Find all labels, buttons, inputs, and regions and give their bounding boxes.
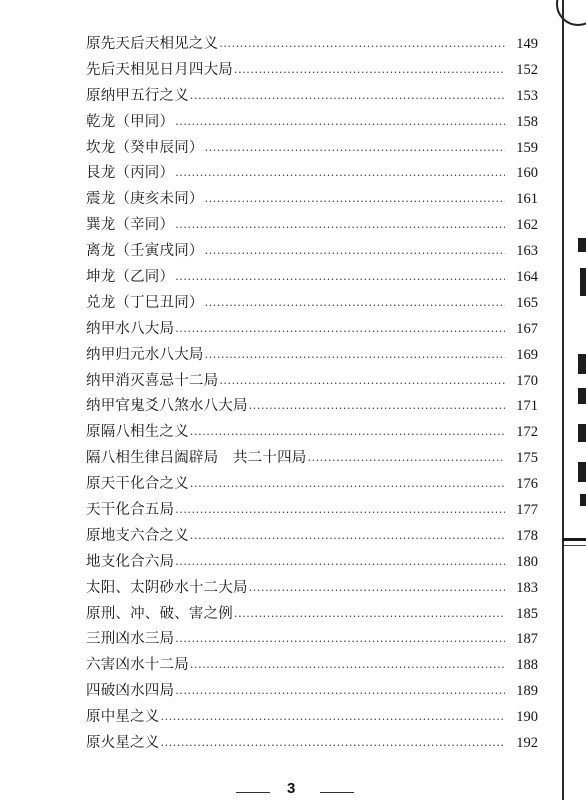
dot-leader: [175, 265, 505, 291]
dot-leader: [175, 627, 505, 653]
dot-leader: [175, 161, 505, 187]
toc-entry-title: 太阳、太阴砂水十二大局: [86, 579, 248, 596]
toc-entry-title: 六害凶水十二局: [86, 657, 189, 674]
toc-entry-title: 原隔八相生之义: [86, 424, 189, 441]
toc-entry-title: 兑龙（丁巳丑同）: [86, 294, 204, 311]
toc-entry[interactable]: [86, 705, 538, 731]
dot-leader: [308, 446, 506, 472]
toc-entry-title: 坤龙（乙同）: [86, 269, 175, 286]
toc-entry-page: 172: [516, 424, 538, 441]
dot-leader: [161, 705, 506, 731]
toc-entry-title: 原纳甲五行之义: [86, 87, 189, 104]
toc-entry-page: 175: [516, 450, 538, 467]
toc-entry-page: 189: [516, 683, 538, 700]
toc-entry[interactable]: [86, 524, 538, 550]
dot-leader: [175, 550, 505, 576]
toc-entry-page: 165: [516, 294, 538, 311]
toc-entry-page: 177: [516, 502, 538, 519]
toc-entry-page: 161: [516, 191, 538, 208]
toc-entry[interactable]: [86, 602, 538, 628]
dot-leader: [190, 653, 505, 679]
page-edge-rule: [562, 0, 564, 800]
toc-entry-page: 160: [516, 165, 538, 182]
facing-page-glyph-fragment: [578, 388, 586, 404]
dot-leader: [175, 213, 505, 239]
toc-entry-title: 原火星之义: [86, 735, 160, 752]
dot-leader: [249, 394, 505, 420]
corner-arc-decoration: [556, 0, 586, 26]
page-footer: [0, 780, 586, 800]
toc-entry[interactable]: [86, 84, 538, 110]
toc-entry-page: 188: [516, 657, 538, 674]
toc-entry-title: 纳甲归元水八大局: [86, 346, 204, 363]
toc-entry[interactable]: [86, 239, 538, 265]
toc-entry[interactable]: [86, 420, 538, 446]
dot-leader: [205, 239, 505, 265]
toc-entry[interactable]: [86, 265, 538, 291]
toc-entry[interactable]: [86, 731, 538, 757]
dot-leader: [205, 343, 505, 369]
toc-entry[interactable]: [86, 161, 538, 187]
toc-entry-page: 170: [516, 372, 538, 389]
facing-page-glyph-fragment: [578, 354, 586, 374]
toc-entry-page: 187: [516, 631, 538, 648]
toc-entry-page: 183: [516, 579, 538, 596]
toc-entry[interactable]: [86, 32, 538, 58]
toc-entry-title: 巽龙（辛同）: [86, 217, 175, 234]
facing-page-glyph-fragment: [578, 462, 586, 482]
table-of-contents: [86, 32, 538, 757]
dot-leader: [175, 110, 505, 136]
toc-entry-page: 167: [516, 320, 538, 337]
dot-leader: [190, 472, 505, 498]
toc-entry-page: 178: [516, 527, 538, 544]
facing-page-rule: [562, 538, 586, 541]
toc-entry-title: 艮龙（丙同）: [86, 165, 175, 182]
toc-entry-title: 纳甲水八大局: [86, 320, 175, 337]
toc-entry[interactable]: [86, 343, 538, 369]
dot-leader: [205, 136, 505, 162]
toc-entry-title: 纳甲官鬼爻八煞水八大局: [86, 398, 248, 415]
facing-page-glyph-fragment: [578, 424, 586, 442]
toc-entry-title: 地支化合六局: [86, 553, 175, 570]
toc-entry-page: 180: [516, 553, 538, 570]
toc-entry-title: 隔八相生律吕阖辟局 共二十四局: [86, 450, 307, 467]
toc-entry-title: 天干化合五局: [86, 502, 175, 519]
toc-entry[interactable]: [86, 369, 538, 395]
dot-leader: [161, 731, 506, 757]
facing-page-glyph-fragment: [580, 494, 586, 506]
dot-leader: [249, 576, 505, 602]
toc-entry-page: 152: [516, 61, 538, 78]
toc-entry-page: 159: [516, 139, 538, 156]
toc-entry-page: 164: [516, 269, 538, 286]
toc-entry-page: 171: [516, 398, 538, 415]
toc-entry-page: 185: [516, 605, 538, 622]
toc-entry[interactable]: [86, 136, 538, 162]
toc-entry-page: 176: [516, 476, 538, 493]
dot-leader: [205, 187, 505, 213]
toc-entry-title: 纳甲消灭喜忌十二局: [86, 372, 219, 389]
dot-leader: [175, 317, 505, 343]
toc-entry[interactable]: [86, 317, 538, 343]
toc-entry[interactable]: [86, 58, 538, 84]
facing-page-glyph-fragment: [578, 238, 586, 252]
toc-entry[interactable]: [86, 653, 538, 679]
facing-page-glyph-fragment: [580, 268, 586, 296]
toc-entry[interactable]: [86, 627, 538, 653]
toc-entry-title: 震龙（庚亥未同）: [86, 191, 204, 208]
toc-entry-title: 原中星之义: [86, 709, 160, 726]
page-number: 3: [287, 780, 296, 797]
toc-entry-page: 158: [516, 113, 538, 130]
toc-entry-title: 原先天后天相见之义: [86, 36, 219, 52]
toc-entry-page: 153: [516, 87, 538, 104]
toc-entry-title: 三刑凶水三局: [86, 631, 175, 648]
dot-leader: [190, 420, 505, 446]
dot-leader: [234, 58, 505, 84]
toc-entry-title: 乾龙（甲同）: [86, 113, 175, 130]
dot-leader: [190, 524, 505, 550]
toc-entry-title: 坎龙（癸申辰同）: [86, 139, 204, 156]
toc-entry[interactable]: [86, 394, 538, 420]
toc-entry[interactable]: [86, 110, 538, 136]
dot-leader: [234, 602, 505, 628]
toc-entry-title: 离龙（壬寅戌同）: [86, 243, 204, 260]
dot-leader: [219, 369, 505, 395]
toc-entry[interactable]: [86, 679, 538, 705]
toc-entry[interactable]: [86, 446, 538, 472]
facing-page-rule-thin: [564, 545, 586, 546]
dot-leader: [205, 291, 505, 317]
toc-entry-title: 原刑、冲、破、害之例: [86, 605, 233, 622]
toc-entry[interactable]: [86, 213, 538, 239]
toc-entry-title: 原天干化合之义: [86, 476, 189, 493]
toc-entry[interactable]: [86, 498, 538, 524]
toc-entry-page: 163: [516, 243, 538, 260]
dot-leader: [175, 498, 505, 524]
toc-entry-page: 162: [516, 217, 538, 234]
toc-entry-page: 190: [516, 709, 538, 726]
toc-entry-title: 四破凶水四局: [86, 683, 175, 700]
toc-entry-title: 原地支六合之义: [86, 527, 189, 544]
toc-entry-page: 149: [516, 36, 538, 52]
toc-entry-title: 先后天相见日月四大局: [86, 61, 233, 78]
footer-rule-left: [236, 792, 270, 793]
toc-entry[interactable]: [86, 576, 538, 602]
toc-entry[interactable]: [86, 187, 538, 213]
dot-leader: [219, 32, 505, 58]
dot-leader: [175, 679, 505, 705]
toc-entry[interactable]: [86, 550, 538, 576]
dot-leader: [190, 84, 505, 110]
toc-entry-page: 169: [516, 346, 538, 363]
toc-entry-page: 192: [516, 735, 538, 752]
toc-entry[interactable]: [86, 291, 538, 317]
footer-rule-right: [320, 792, 354, 793]
toc-entry[interactable]: [86, 472, 538, 498]
